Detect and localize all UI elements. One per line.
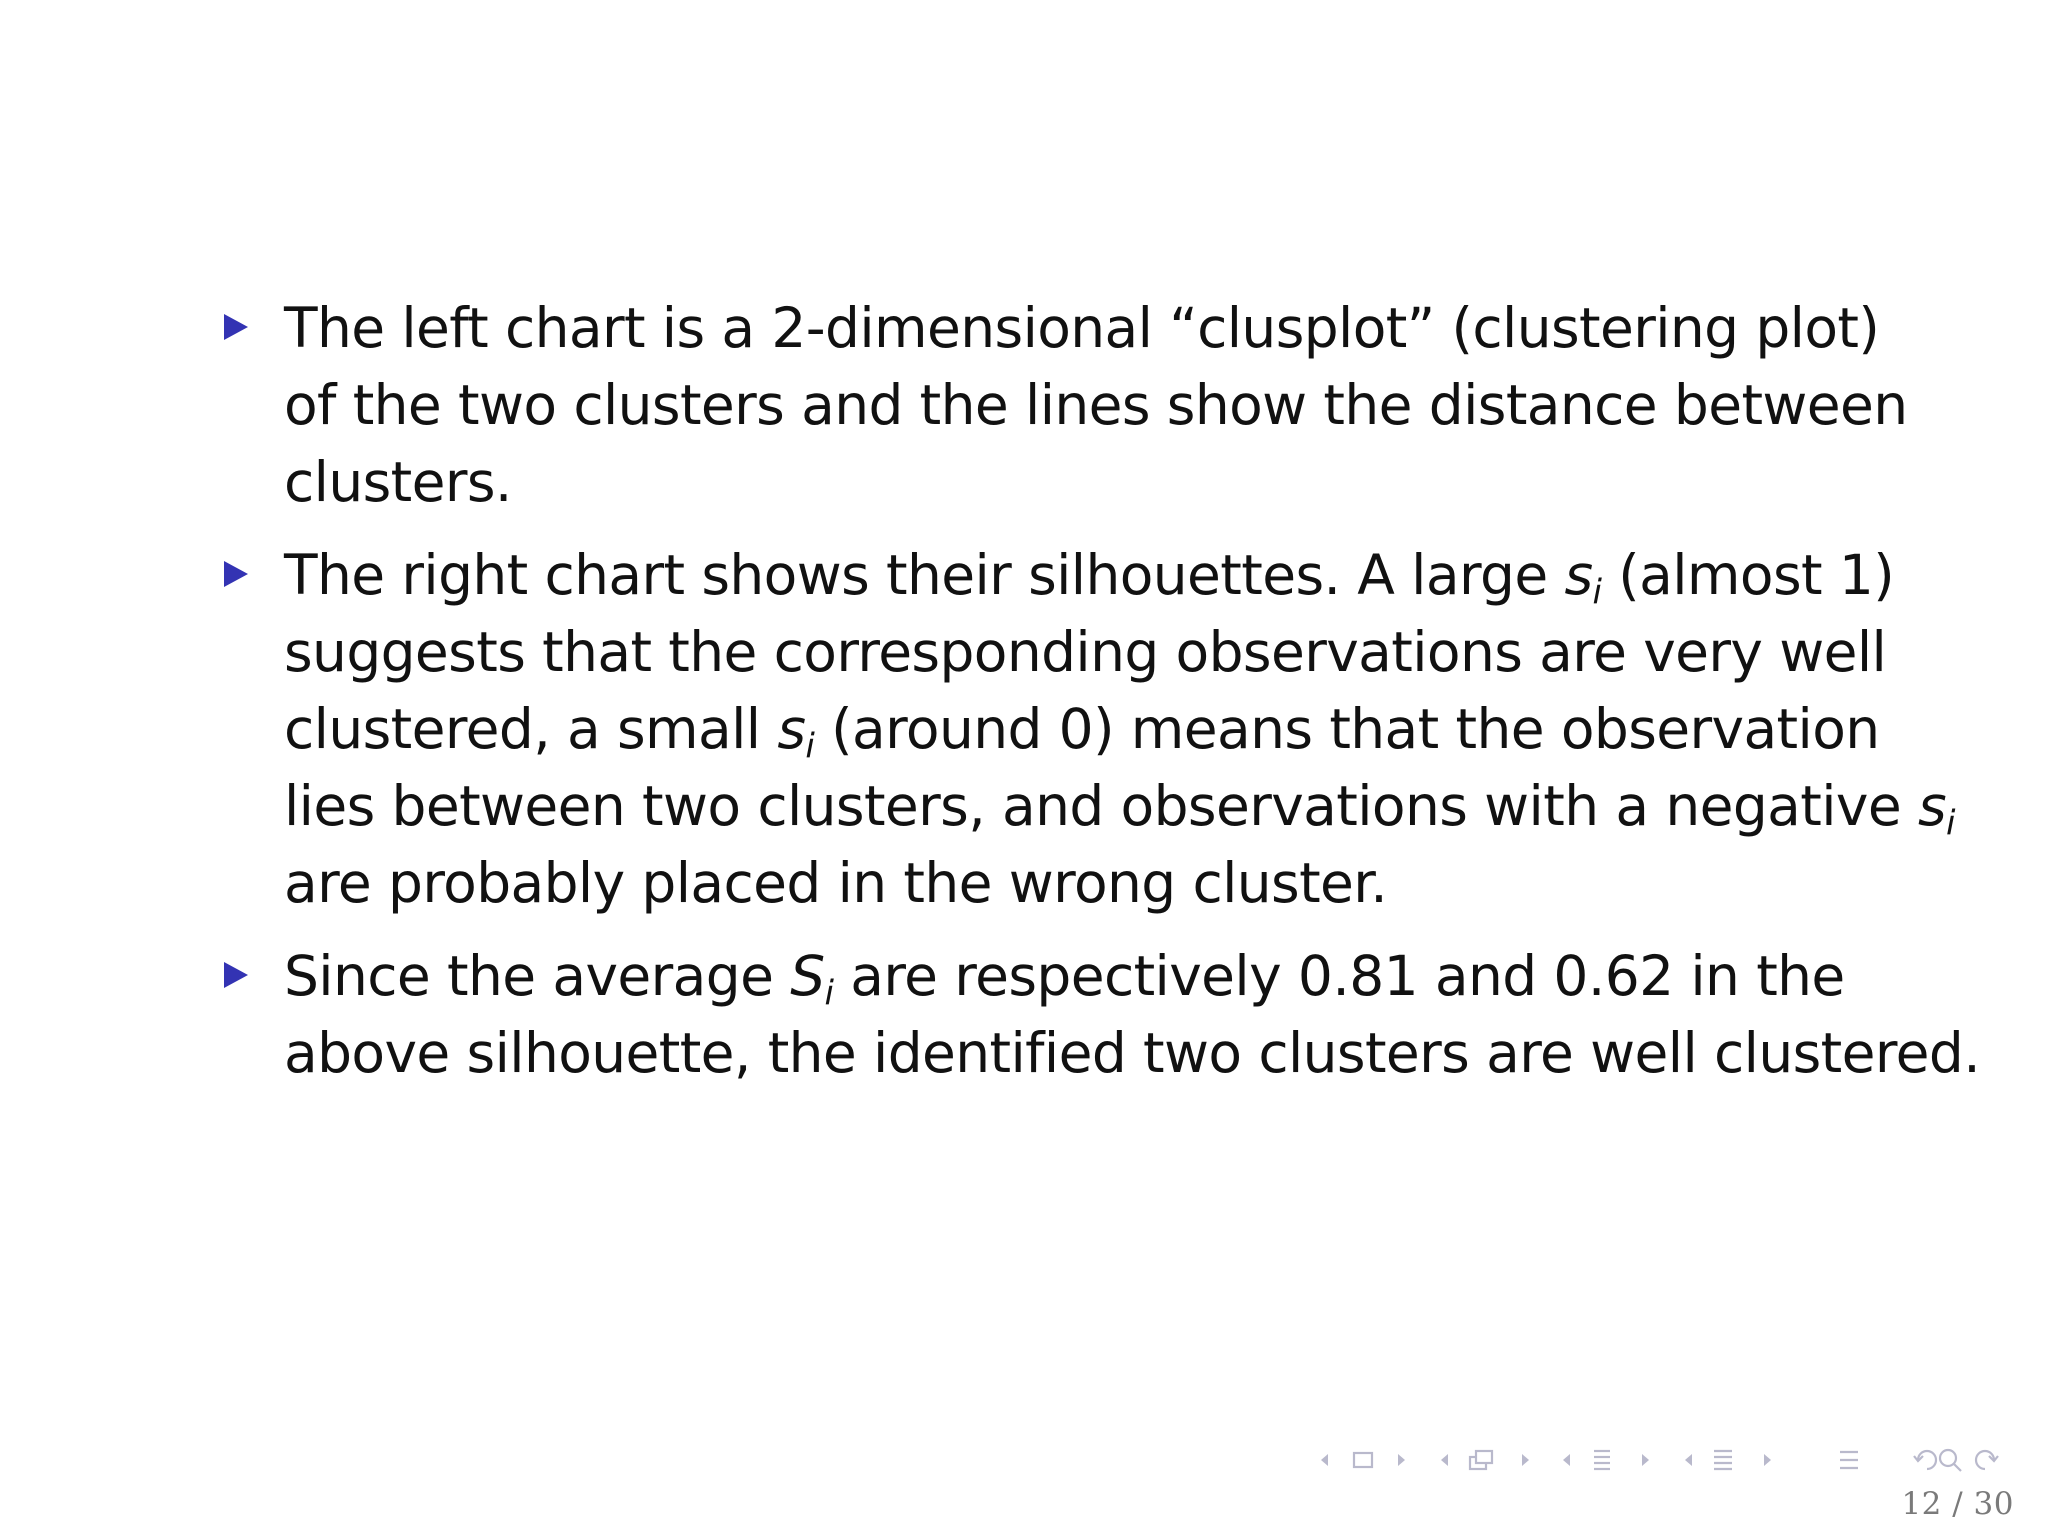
bullet-line: suggests that the corresponding observations are very well xyxy=(284,620,1887,684)
nav-search-icon[interactable] xyxy=(1940,1450,1961,1471)
bullet-triangle-icon xyxy=(224,314,248,340)
nav-section-next-icon[interactable] xyxy=(1642,1454,1649,1466)
math-variable: $s_i$ xyxy=(1564,543,1602,613)
nav-subsection-next-icon[interactable] xyxy=(1522,1454,1529,1466)
nav-back-icon[interactable] xyxy=(1914,1451,1936,1469)
nav-frame-next-icon[interactable] xyxy=(1398,1454,1405,1466)
bullet-line: of the two clusters and the lines show the distance between xyxy=(284,373,1908,437)
navigation-bar xyxy=(1314,1446,2034,1474)
line-text: clustered, a small xyxy=(284,697,778,761)
math-variable: $s_i$ xyxy=(777,697,815,767)
page-number: 12 / 30 xyxy=(1901,1486,2014,1522)
math-variable: $s_i$ xyxy=(1917,774,1955,844)
line-text: lies between two clusters, and observations with a negative xyxy=(284,774,1918,838)
line-text: Since the average xyxy=(284,944,791,1008)
nav-frame-prev-icon[interactable] xyxy=(1321,1454,1328,1466)
line-text: are respectively 0.81 and 0.62 in the xyxy=(833,944,1845,1008)
nav-section-prev-icon[interactable] xyxy=(1563,1454,1570,1466)
bullet-item-1 xyxy=(218,290,1908,521)
math-variable: $S_i$ xyxy=(790,944,834,1014)
bullet-item-2 xyxy=(218,537,1955,922)
nav-subsection-icon[interactable] xyxy=(1470,1451,1492,1469)
bullet-line: The left chart is a 2-dimensional “clusplot” (clustering plot) xyxy=(284,296,1880,360)
bullet-line: clusters. xyxy=(284,450,512,514)
nav-section-icon[interactable] xyxy=(1594,1451,1610,1469)
bullet-line xyxy=(284,938,1898,1015)
nav-document-icon[interactable] xyxy=(1714,1451,1732,1469)
nav-frame-icon[interactable] xyxy=(1354,1453,1372,1467)
line-text: (around 0) means that the observation xyxy=(814,697,1880,761)
nav-forward-icon[interactable] xyxy=(1976,1451,1998,1469)
bullet-line xyxy=(284,537,1898,614)
bullet-triangle-icon xyxy=(224,561,248,587)
line-text: The right chart shows their silhouettes. A large xyxy=(284,543,1565,607)
bullet-line: above silhouette, the identified two clusters are well clustered. xyxy=(284,1021,1981,1085)
line-text: (almost 1) xyxy=(1601,543,1895,607)
bullet-list xyxy=(218,290,1981,1108)
nav-outline-icon[interactable] xyxy=(1840,1452,1858,1468)
bullet-item-3 xyxy=(218,938,1981,1092)
bullet-line: are probably placed in the wrong cluster. xyxy=(284,851,1388,915)
nav-subsection-prev-icon[interactable] xyxy=(1441,1454,1448,1466)
bullet-line xyxy=(284,691,1898,768)
bullet-triangle-icon xyxy=(224,962,248,988)
nav-document-prev-icon[interactable] xyxy=(1685,1454,1692,1466)
bullet-line xyxy=(284,768,1955,845)
nav-document-next-icon[interactable] xyxy=(1764,1454,1771,1466)
